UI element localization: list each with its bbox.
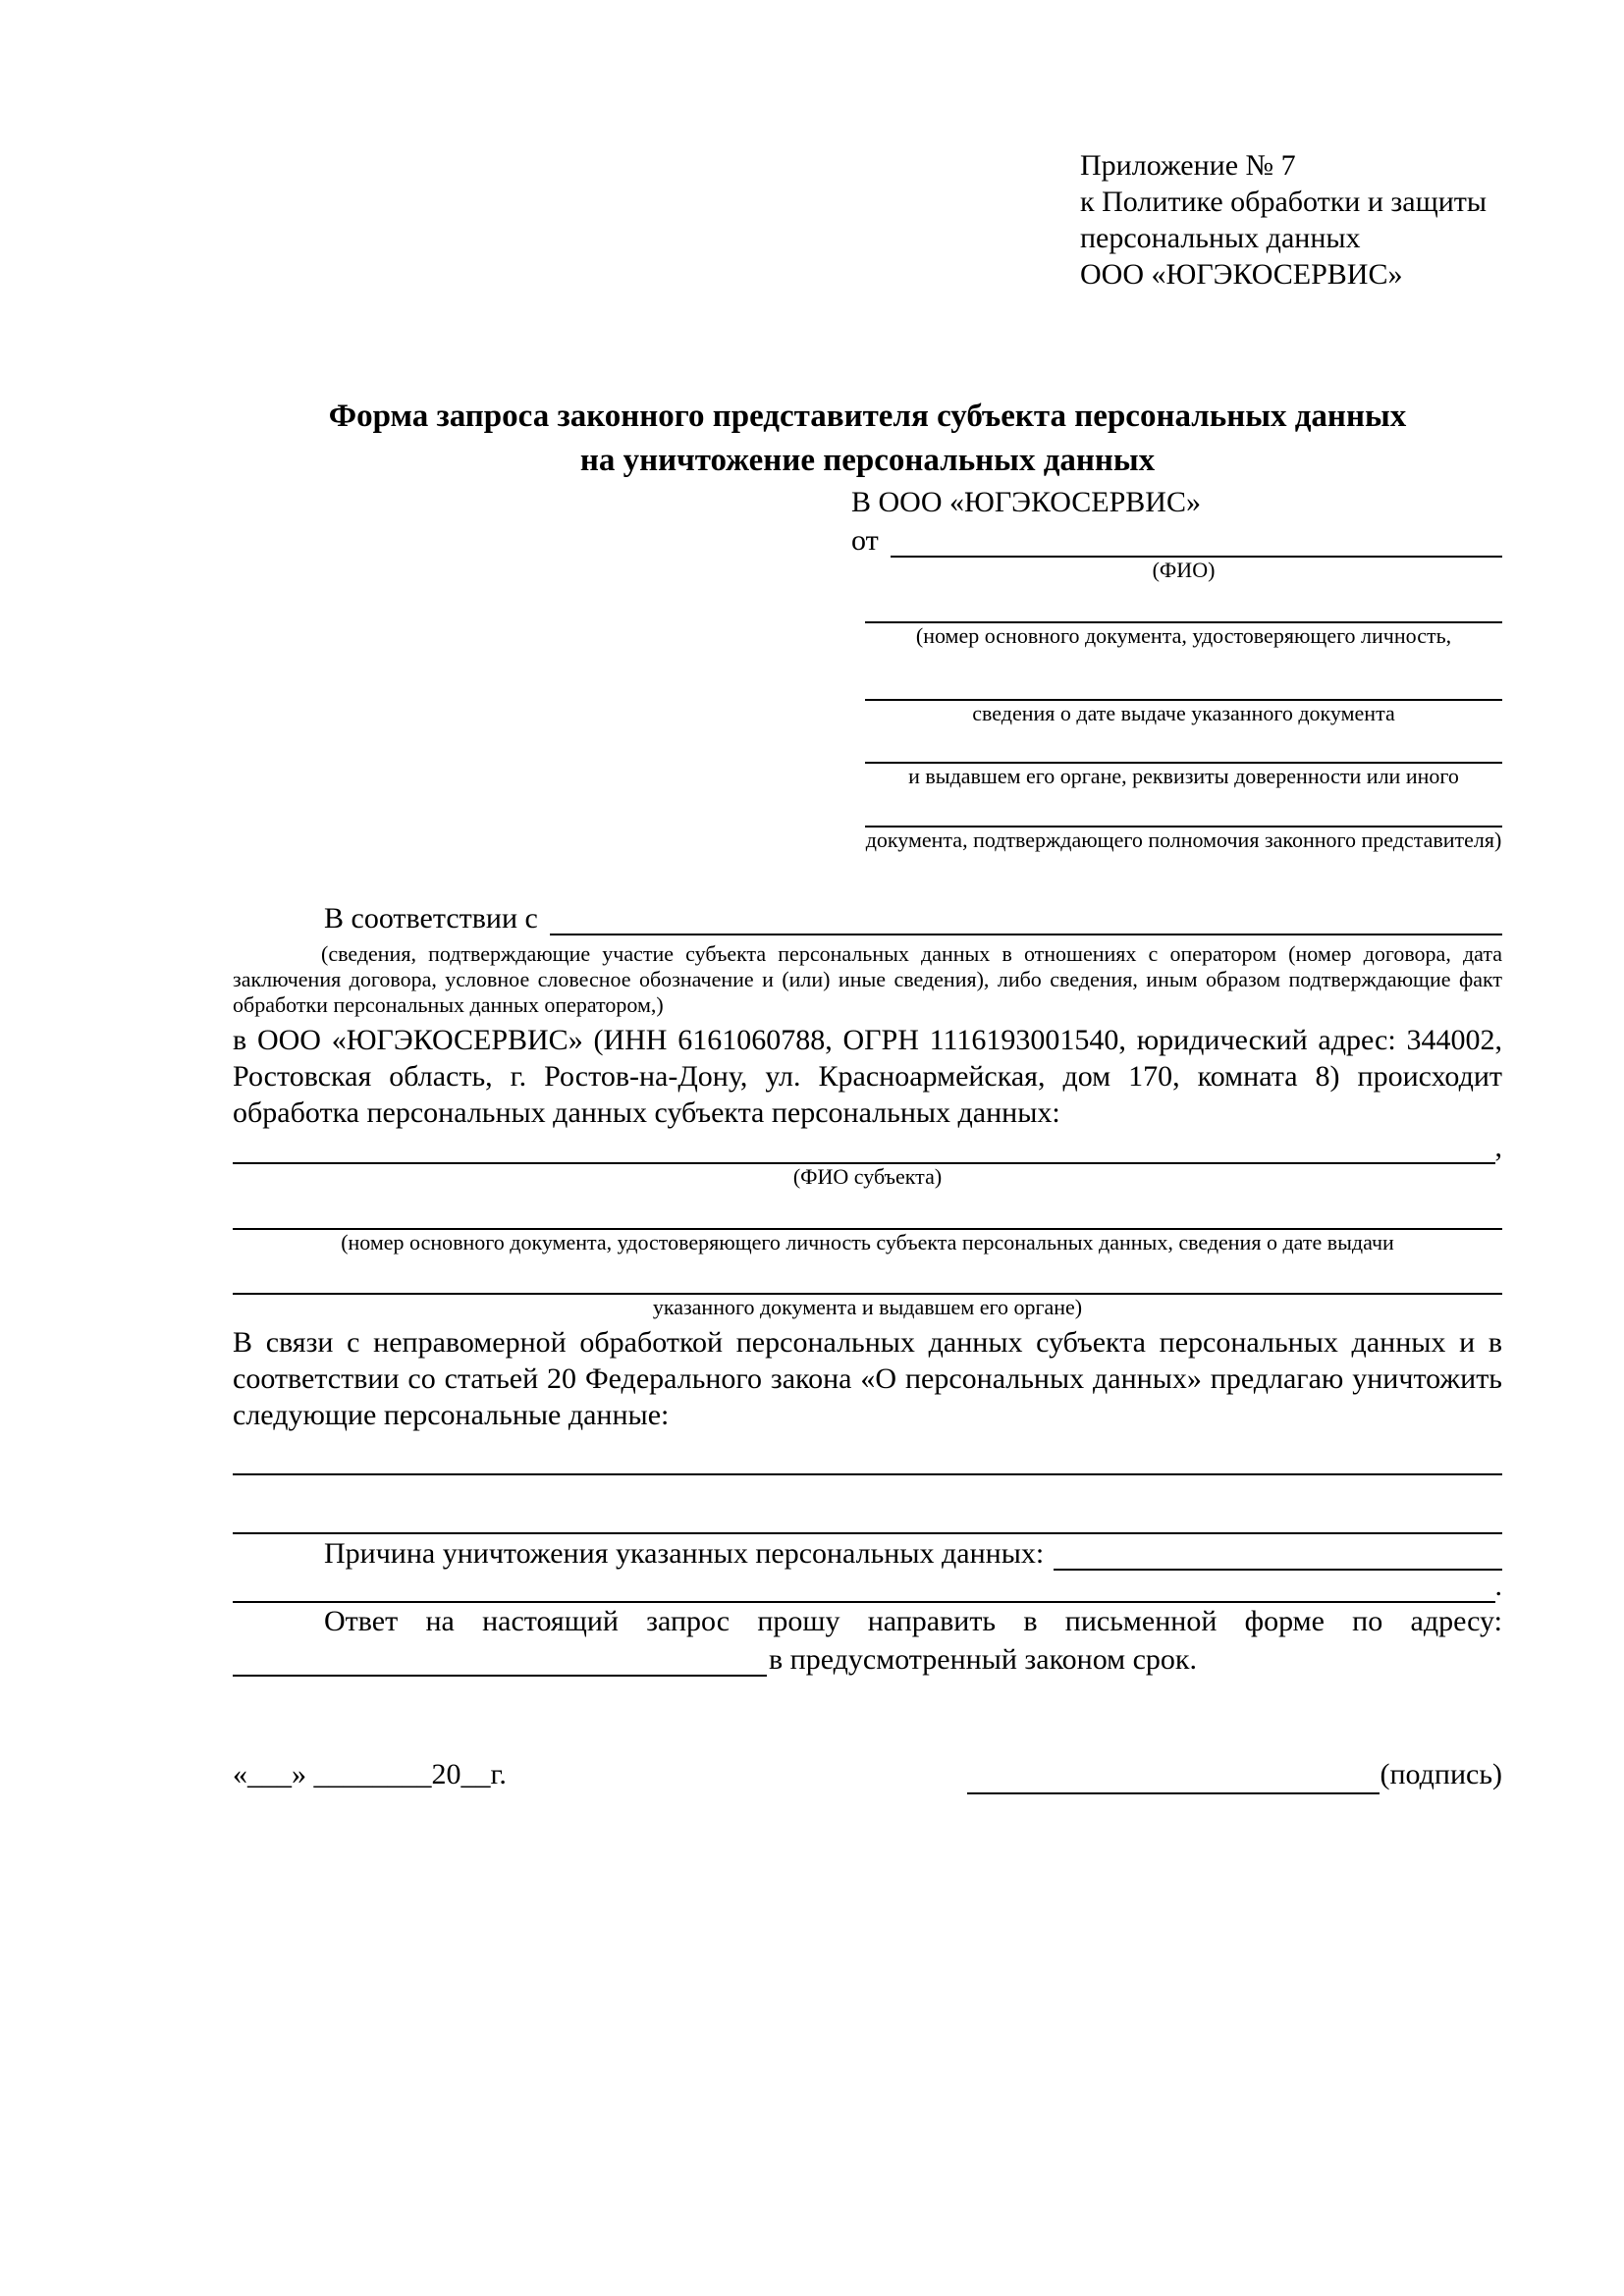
document-content — [233, 147, 1502, 1794]
issuing-authority-fill-line — [865, 726, 1502, 764]
reason-row — [233, 1534, 1502, 1571]
reason-fill-line — [1054, 1569, 1502, 1571]
date-line: «___» ________20__г. — [233, 1758, 507, 1790]
appendix-header-line: ООО «ЮГЭКОСЕРВИС» — [1080, 258, 1403, 291]
signature-group — [967, 1755, 1502, 1794]
accordance-label: В соответствии с — [324, 902, 538, 934]
answer-address-fill-line — [233, 1675, 767, 1677]
from-label: от — [851, 524, 879, 557]
appendix-header — [1080, 147, 1502, 293]
accordance-row — [233, 899, 1502, 935]
subject-fio-caption: (ФИО субъекта) — [792, 1164, 943, 1189]
data-to-destroy-fill-line-2 — [233, 1475, 1502, 1534]
appendix-header-line: Приложение № 7 — [1080, 149, 1296, 182]
signature-caption: (подпись) — [1380, 1758, 1502, 1790]
reason-continuation-row — [233, 1571, 1502, 1603]
from-row — [851, 522, 1502, 558]
answer-address-line: Ответ на настоящий запрос прошу направить в письменной форме по адресу: — [324, 1605, 1502, 1637]
issuing-authority-caption: и выдавшем его органе, реквизиты доверенности или иного — [908, 764, 1459, 788]
operator-paragraph: в ООО «ЮГЭКОСЕРВИС» (ИНН 6161060788, ОГРН 1116193001540, юридический адрес: 344002, Ростовская область, г. Ростов-на-Дону, ул. Красноармейская, дом 170, комната 8) происходит обработка персональных данных субъекта персональных данных: — [233, 1024, 1502, 1129]
date-signature-row — [233, 1755, 1502, 1794]
doc-issue-date-fill-line — [865, 649, 1502, 701]
representative-doc-fill-line — [865, 583, 1502, 623]
representative-doc-caption: (номер основного документа, удостоверяющего личность, — [915, 623, 1452, 648]
signature-fill-line — [967, 1757, 1380, 1794]
addressee-to: В ООО «ЮГЭКОСЕРВИС» — [851, 486, 1201, 518]
authority-doc-caption: документа, подтверждающего полномочия законного представителя) — [865, 828, 1502, 852]
reason-period: . — [1494, 1570, 1502, 1602]
authority-doc-fill-line — [865, 789, 1502, 828]
subject-doc-issuer-fill-line — [233, 1255, 1502, 1295]
document-title-line1: Форма запроса законного представителя субъекта персональных данных — [328, 399, 1407, 434]
answer-address-row2 — [233, 1639, 1502, 1677]
subject-fio-comma: , — [1494, 1131, 1502, 1163]
appendix-header-line: персональных данных — [1080, 222, 1361, 254]
subject-fio-row — [233, 1131, 1502, 1164]
subject-doc-caption: (номер основного документа, удостоверяющего личность субъекта персональных данных, сведения о дате выдачи — [341, 1230, 1394, 1255]
destroy-paragraph: В связи с неправомерной обработкой персональных данных субъекта персональных данных и в соответствии со статьей 20 Федерального закона «О персональных данных» предлагаю уничтожить следующие персональные данные: — [233, 1326, 1502, 1431]
fio-caption: (ФИО) — [1152, 558, 1216, 582]
doc-issue-date-caption: сведения о дате выдаче указанного документа — [972, 701, 1395, 725]
appendix-header-line: к Политике обработки и защиты — [1080, 186, 1488, 218]
document-title — [233, 395, 1502, 483]
subject-doc-issuer-caption: указанного документа и выдавшем его органе) — [652, 1295, 1083, 1319]
data-to-destroy-fill-line-1 — [233, 1433, 1502, 1475]
subject-doc-fill-line — [233, 1190, 1502, 1230]
document-title-line2: на уничтожение персональных данных — [579, 443, 1156, 478]
accordance-fill-line — [550, 934, 1502, 935]
answer-tail: в предусмотренный законом срок. — [769, 1643, 1197, 1676]
addressee-block — [851, 483, 1502, 853]
accordance-note: (сведения, подтверждающие участие субъекта персональных данных в отношениях с оператором (номер договора, дата заключения договора, условное словесное обозначение и (или) иные сведения), либо сведения, иным образом подтверждающие факт обработки персональных данных оператором,) — [233, 941, 1502, 1017]
reason-label: Причина уничтожения указанных персональных данных: — [324, 1537, 1045, 1570]
